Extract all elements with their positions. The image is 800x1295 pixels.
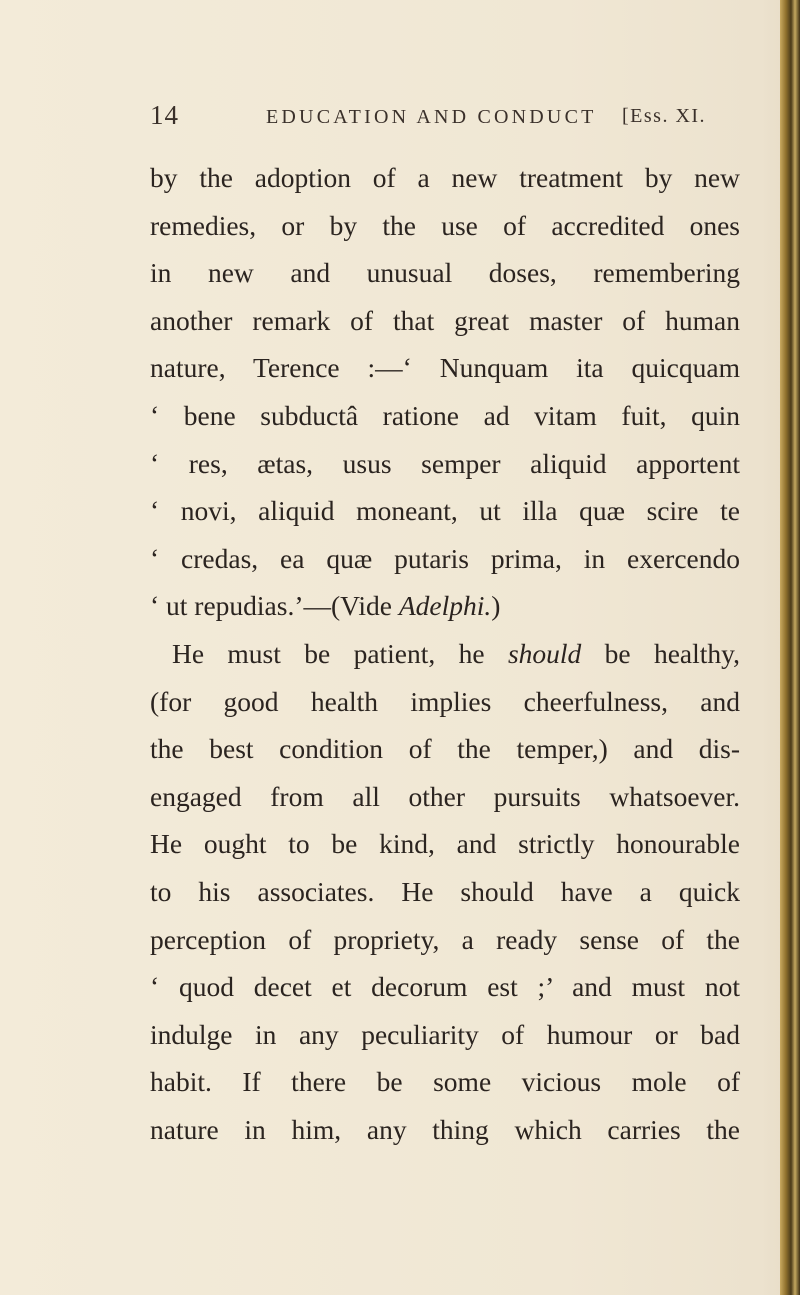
text-line: nature, Terence :—‘ Nunquam ita quicquam [150,352,740,384]
text-line: perception of propriety, a ready sense of the [150,923,740,955]
text-line: remedies, or by the use of accredited ones [150,209,740,241]
text-line-end: ) [491,590,501,622]
text-line: by the adoption of a new treatment by new [150,162,740,193]
italic-title: Adelphi. [398,590,492,622]
body-text [150,154,740,1153]
text-line: nature in him, any thing which carries the [150,1113,740,1145]
text-line: ‘ credas, ea quæ putaris prima, in exercendo [150,542,740,574]
book-binding-edge [780,0,800,1295]
page-number: 14 [150,100,179,130]
text-line [150,582,740,630]
text-line: ‘ quod decet et decorum est ;’ and must not [150,971,740,1003]
running-head: EDUCATION AND CONDUCT [266,106,597,128]
text-line: He ought to be kind, and strictly honourable [150,828,740,860]
section-reference: [Ess. XI. [622,105,707,127]
text-line: engaged from all other pursuits whatsoever. [150,780,740,812]
text-line-start: He must be patient, he [172,637,508,669]
italic-emphasis: should [507,637,582,669]
page-header [150,100,750,140]
text-line: habit. If there be some vicious mole of [150,1066,740,1098]
text-line: to his associates. He should have a quick [150,875,740,907]
text-line: the best condition of the temper,) and dis- [150,733,740,765]
text-line-end: be healthy, [581,637,740,669]
text-line-start: ‘ ut repudias.’—(Vide [150,590,399,622]
text-line: in new and unusual doses, remembering [150,257,740,289]
paragraph-start-line [150,630,740,678]
text-line: ‘ res, ætas, usus semper aliquid apportent [150,447,740,479]
text-line: another remark of that great master of human [150,304,740,336]
text-line: (for good health implies cheerfulness, and [150,685,740,717]
text-line: indulge in any peculiarity of humour or bad [150,1018,740,1050]
text-line: ‘ bene subductâ ratione ad vitam fuit, quin [150,399,740,431]
text-line: ‘ novi, aliquid moneant, ut illa quæ scire te [150,495,740,527]
